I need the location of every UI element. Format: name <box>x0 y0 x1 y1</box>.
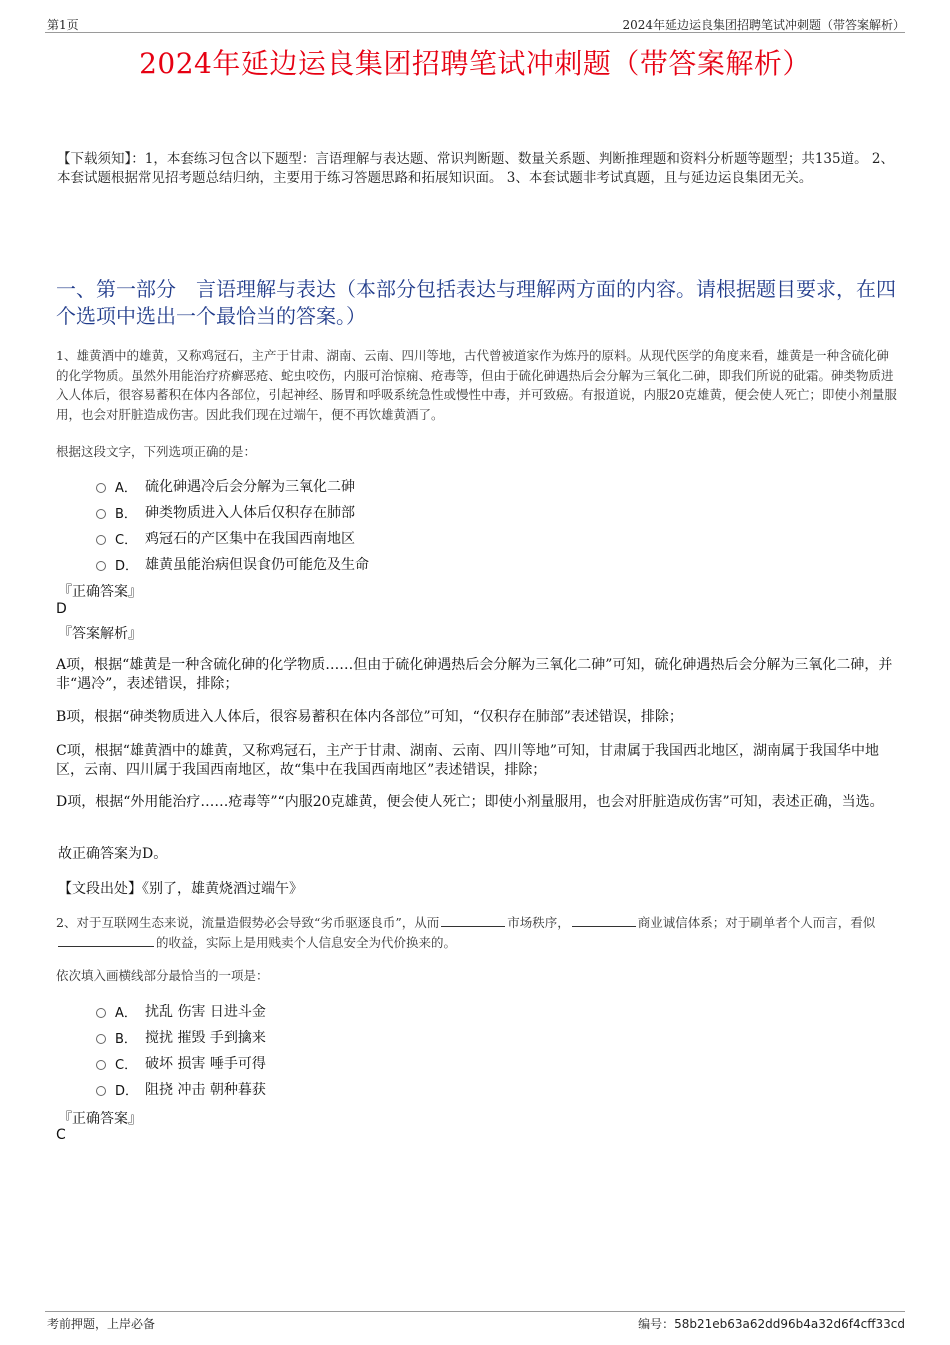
radio-icon[interactable] <box>96 509 106 519</box>
question-1-option-b[interactable] <box>96 499 796 525</box>
question-1-option-a[interactable] <box>96 473 796 499</box>
question-2-option-a[interactable] <box>96 998 796 1024</box>
analysis-paragraph-b: B项，根据“砷类物质进入人体后，很容易蓄积在体内各部位”可知，“仅积存在肺部”表述错误，排除； <box>56 709 683 725</box>
fill-blank-1 <box>441 914 505 927</box>
question-1-answer: D <box>56 601 67 617</box>
option-letter: A． <box>115 1005 137 1021</box>
question-2-answer: C <box>56 1127 66 1143</box>
option-text: 雄黄虽能治病但误食仍可能危及生命 <box>145 557 369 573</box>
question-2-option-d[interactable] <box>96 1076 796 1102</box>
question-2-text <box>56 913 898 952</box>
question-1-options <box>96 473 796 577</box>
question-2-answer-label: 『正确答案』 <box>58 1111 142 1127</box>
analysis-paragraph-c: C项，根据“雄黄酒中的雄黄，又称鸡冠石，主产于甘肃、湖南、云南、四川等地”可知，甘肃属于我国西北地区，湖南属于我国华中地区，云南、四川属于我国西南地区，故“集中在我国西南地区”表述错误，排除； <box>56 743 880 778</box>
footer-slogan: 考前押题，上岸必备 <box>47 1317 156 1331</box>
option-text: 硫化砷遇冷后会分解为三氧化二砷 <box>145 479 355 495</box>
footer-code-label: 编号： <box>638 1317 675 1331</box>
option-text: 砷类物质进入人体后仅积存在肺部 <box>145 505 355 521</box>
radio-icon[interactable] <box>96 1008 106 1018</box>
analysis-conclusion: 故正确答案为D。 <box>58 846 168 862</box>
question-1-prompt: 根据这段文字，下列选项正确的是： <box>56 444 257 459</box>
header-doc-name: 2024年延边运良集团招聘笔试冲刺题（带答案解析） <box>622 18 905 32</box>
radio-icon[interactable] <box>96 483 106 493</box>
radio-icon[interactable] <box>96 1086 106 1096</box>
radio-icon[interactable] <box>96 1060 106 1070</box>
radio-icon[interactable] <box>96 561 106 571</box>
page-number: 第1页 <box>47 18 79 32</box>
option-text: 扰乱 伤害 日进斗金 <box>145 1004 266 1020</box>
question-1-analysis-label: 『答案解析』 <box>58 626 142 642</box>
option-letter: A． <box>115 480 137 496</box>
page-header <box>45 14 905 33</box>
footer-code <box>638 1315 905 1332</box>
option-letter: B． <box>115 1031 137 1047</box>
download-notice: 【下载须知】：1，本套练习包含以下题型：言语理解与表达题、常识判断题、数量关系题、判断推理题和资料分析题等题型；共135道。 2、本套试题根据常见招考题总结归纳，主要用于练习答题思路和拓展知识面。 3、本套试题非考试真题，且与延边运良集团无关。 <box>57 151 894 186</box>
question-2-text-part: 商业诚信体系；对于刷单者个人而言，看似 <box>637 915 876 930</box>
option-letter: C． <box>115 1057 138 1073</box>
question-1-option-c[interactable] <box>96 525 796 551</box>
option-letter: C． <box>115 532 138 548</box>
analysis-paragraph-a: A项，根据“雄黄是一种含硫化砷的化学物质……但由于硫化砷遇热后会分解为三氧化二砷”可知，硫化砷遇热后会分解为三氧化二砷，并非“遇冷”，表述错误，排除； <box>56 657 893 692</box>
question-2-options <box>96 998 796 1102</box>
fill-blank-3 <box>58 934 154 947</box>
page-footer <box>45 1311 905 1332</box>
question-2-option-b[interactable] <box>96 1024 796 1050</box>
section-heading: 一、第一部分 言语理解与表达（本部分包括表达与理解两方面的内容。请根据题目要求，在四个选项中选出一个最恰当的答案。） <box>56 277 896 328</box>
fill-blank-2 <box>572 914 636 927</box>
question-1-source: 【文段出处】《别了，雄黄烧酒过端午》 <box>58 881 303 897</box>
document-title: 2024年延边运良集团招聘笔试冲刺题（带答案解析） <box>139 47 811 80</box>
footer-code-value: 58b21eb63a62dd96b4a32d6f4cff33cd <box>674 1317 905 1331</box>
option-letter: D． <box>115 1083 139 1099</box>
question-1-text: 1、雄黄酒中的雄黄，又称鸡冠石，主产于甘肃、湖南、云南、四川等地，古代曾被道家作为炼丹的原料。从现代医学的角度来看，雄黄是一种含硫化砷的化学物质。虽然外用能治疗疥癣恶疮、蛇虫咬伤，内服可治惊痫、疮毒等，但由于硫化砷遇热后会分解为三氧化二砷，即我们所说的砒霜。砷类物质进入人体后，很容易蓄积在体内各部位，引起神经、肠胃和呼吸系统急性或慢性中毒，并可致癌。有报道说，内服20克雄黄，便会使人死亡；即使小剂量服用，也会对肝脏造成伤害。因此我们现在过端午，便不再饮雄黄酒了。 <box>56 348 897 422</box>
option-text: 破坏 损害 唾手可得 <box>145 1056 266 1072</box>
question-2-text-part: 2、对于互联网生态来说，流量造假势必会导致“劣币驱逐良币”，从而 <box>56 915 440 930</box>
option-text: 阻挠 冲击 朝种暮获 <box>145 1082 266 1098</box>
option-text: 鸡冠石的产区集中在我国西南地区 <box>145 531 355 547</box>
option-text: 搅扰 摧毁 手到擒来 <box>145 1030 266 1046</box>
question-2-option-c[interactable] <box>96 1050 796 1076</box>
question-2-prompt: 依次填入画横线部分最恰当的一项是： <box>56 968 269 983</box>
radio-icon[interactable] <box>96 535 106 545</box>
question-1-option-d[interactable] <box>96 551 796 577</box>
question-1-answer-label: 『正确答案』 <box>58 584 142 600</box>
radio-icon[interactable] <box>96 1034 106 1044</box>
option-letter: D． <box>115 558 139 574</box>
question-2-text-part: 市场秩序， <box>507 915 570 930</box>
question-2-text-part: 的收益，实际上是用贱卖个人信息安全为代价换来的。 <box>156 934 457 950</box>
option-letter: B． <box>115 506 137 522</box>
analysis-paragraph-d: D项，根据“外用能治疗……疮毒等”“内服20克雄黄，便会使人死亡；即使小剂量服用，也会对肝脏造成伤害”可知，表述正确，当选。 <box>56 794 884 810</box>
